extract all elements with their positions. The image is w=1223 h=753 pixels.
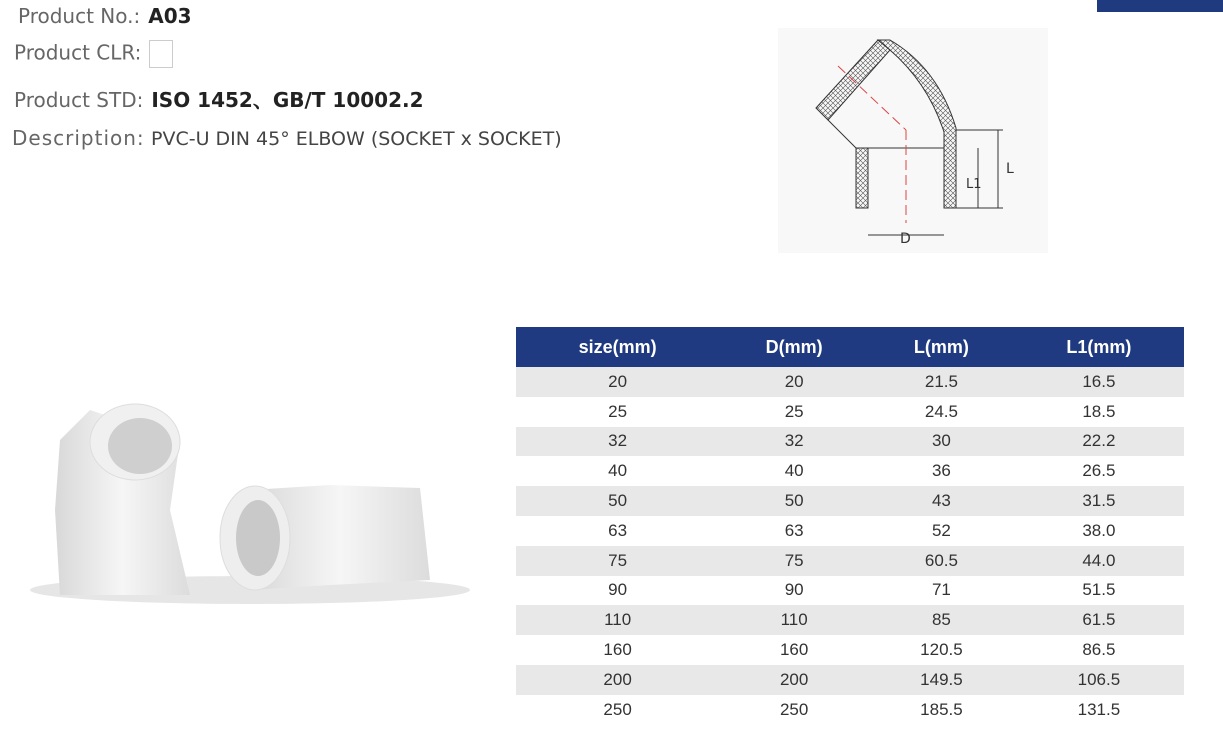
table-cell: 25 bbox=[608, 401, 628, 421]
table-cell: 85 bbox=[869, 605, 1014, 635]
table-cell: 160 bbox=[779, 640, 809, 660]
table-cell: 90 bbox=[784, 580, 804, 600]
table-cell: 32 bbox=[719, 427, 869, 457]
header-l: L(mm) bbox=[869, 327, 1014, 367]
description-label: Description: bbox=[12, 126, 145, 150]
table-cell: 16.5 bbox=[1014, 367, 1184, 397]
table-cell: 75 bbox=[719, 546, 869, 576]
table-cell: 200 bbox=[719, 665, 869, 695]
table-row bbox=[516, 635, 1184, 665]
table-row bbox=[516, 605, 1184, 635]
table-row bbox=[516, 576, 1184, 606]
product-clr-row bbox=[14, 40, 173, 68]
table-cell: 21.5 bbox=[869, 367, 1014, 397]
table-cell: 40 bbox=[608, 461, 628, 481]
table-cell: 120.5 bbox=[920, 640, 963, 660]
table-row bbox=[516, 516, 1184, 546]
table-cell: 106.5 bbox=[1014, 665, 1184, 695]
table-cell: 185.5 bbox=[920, 699, 963, 719]
table-cell: 149.5 bbox=[869, 665, 1014, 695]
table-cell: 50 bbox=[719, 486, 869, 516]
technical-drawing bbox=[778, 28, 1048, 253]
table-cell: 22.2 bbox=[1014, 427, 1184, 457]
table-cell: 32 bbox=[516, 427, 719, 457]
table-cell: 75 bbox=[516, 546, 719, 576]
description-value: PVC-U DIN 45° ELBOW (SOCKET x SOCKET) bbox=[151, 128, 562, 150]
table-cell: 200 bbox=[516, 665, 719, 695]
table-row bbox=[516, 367, 1184, 397]
product-std-label: Product STD: bbox=[14, 88, 144, 112]
table-cell: 60.5 bbox=[869, 546, 1014, 576]
table-row bbox=[516, 456, 1184, 486]
table-row bbox=[516, 397, 1184, 427]
table-cell: 44.0 bbox=[1014, 546, 1184, 576]
dimension-l1: L1 bbox=[966, 177, 982, 192]
product-std-value: ISO 1452、GB/T 10002.2 bbox=[151, 88, 424, 112]
table-cell: 71 bbox=[931, 580, 951, 600]
table-cell: 43 bbox=[869, 486, 1014, 516]
table-cell: 24.5 bbox=[924, 401, 958, 421]
header-size: size(mm) bbox=[516, 327, 719, 367]
table-cell: 52 bbox=[931, 520, 951, 540]
dimensions-table bbox=[516, 327, 1184, 725]
table-cell: 38.0 bbox=[1082, 520, 1116, 540]
dimension-l: L bbox=[1006, 161, 1014, 177]
product-no-value: A03 bbox=[148, 4, 192, 28]
color-swatch bbox=[149, 40, 173, 68]
table-row bbox=[516, 427, 1184, 457]
table-row bbox=[516, 546, 1184, 576]
table-cell: 160 bbox=[603, 640, 632, 660]
table-cell: 31.5 bbox=[1014, 486, 1184, 516]
table-cell: 26.5 bbox=[1082, 461, 1116, 481]
table-header-row bbox=[516, 327, 1184, 367]
product-clr-label: Product CLR: bbox=[14, 40, 142, 65]
product-no-label: Product No.: bbox=[18, 4, 141, 28]
table-cell: 30 bbox=[869, 427, 1014, 457]
table-cell: 250 bbox=[603, 699, 632, 719]
table-cell: 110 bbox=[719, 605, 869, 635]
table-cell: 20 bbox=[516, 367, 719, 397]
table-cell: 36 bbox=[931, 461, 951, 481]
table-cell: 50 bbox=[516, 486, 719, 516]
product-photo bbox=[0, 380, 480, 640]
dimension-d: D bbox=[900, 231, 911, 247]
table-cell: 90 bbox=[608, 580, 628, 600]
product-no-row bbox=[18, 4, 192, 28]
table-row bbox=[516, 695, 1184, 725]
table-row bbox=[516, 486, 1184, 516]
header-d: D(mm) bbox=[719, 327, 869, 367]
description-row bbox=[12, 126, 562, 150]
product-std-row bbox=[14, 84, 424, 113]
table-cell: 51.5 bbox=[1082, 580, 1116, 600]
header-l1: L1(mm) bbox=[1014, 327, 1184, 367]
table-cell: 110 bbox=[516, 605, 719, 635]
table-cell: 131.5 bbox=[1077, 699, 1121, 719]
table-cell: 250 bbox=[779, 699, 809, 719]
table-cell: 63 bbox=[608, 520, 628, 540]
table-cell: 25 bbox=[784, 401, 804, 421]
table-cell: 18.5 bbox=[1082, 401, 1116, 421]
table-cell: 40 bbox=[784, 461, 804, 481]
corner-banner bbox=[1097, 0, 1223, 12]
table-row bbox=[516, 665, 1184, 695]
table-cell: 86.5 bbox=[1082, 640, 1116, 660]
table-cell: 63 bbox=[784, 520, 804, 540]
table-cell: 61.5 bbox=[1014, 605, 1184, 635]
table-cell: 20 bbox=[719, 367, 869, 397]
